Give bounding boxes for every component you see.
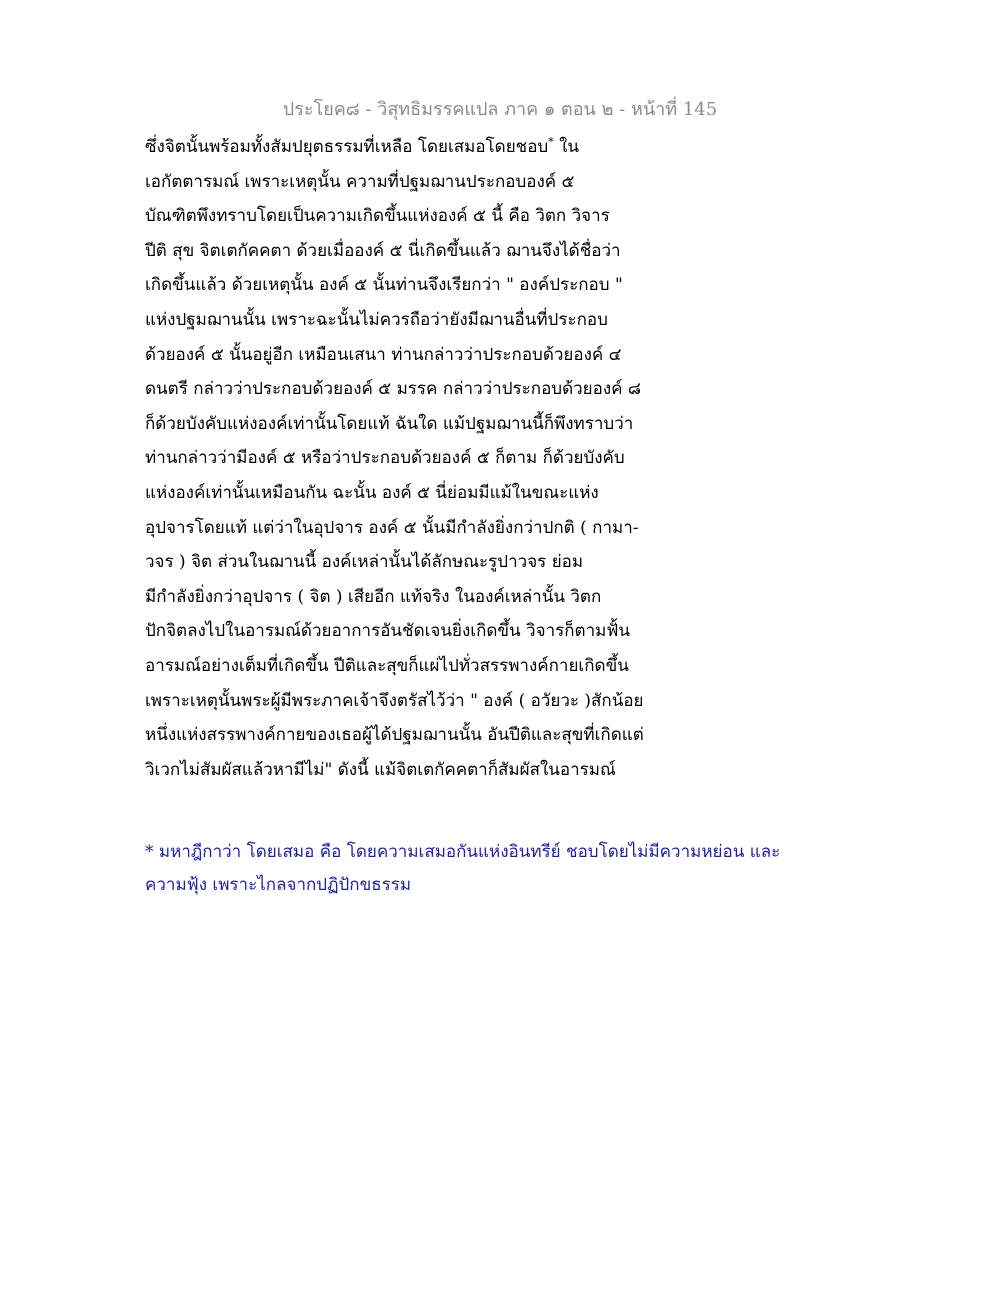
- text-line: เอกัตตารมณ์ เพราะเหตุนั้น ความที่ปฐมฌานประกอบองค์ ๕: [145, 171, 575, 192]
- footnote-line: ความฟุ้ง เพราะไกลจากปฏิปักขธรรม: [145, 875, 412, 895]
- text-line: วิเวกไม่สัมผัสแล้วหามีไม่" ดังนี้ แม้จิตเตกัคคตาก็สัมผัสในอารมณ์: [145, 759, 616, 780]
- text-line: มีกำลังยิ่งกว่าอุปจาร ( จิต ) เสียอีก แท้จริง ในองค์เหล่านั้น วิตก: [145, 586, 602, 607]
- footnote: [145, 836, 825, 902]
- text-line: บัณฑิตพึงทราบโดยเป็นความเกิดขึ้นแห่งองค์ ๕ นี้ คือ วิตก วิจาร: [145, 206, 610, 227]
- text-line-end: ใน: [553, 137, 580, 157]
- page-header: ประโยค๘ - วิสุทธิมรรคแปล ภาค ๑ ตอน ๒ - หน้าที่ 145: [282, 99, 718, 120]
- text-line-start: ซึ่งจิตนั้นพร้อมทั้งสัมปยุตธรรมที่เหลือ โดยเสมอโดยชอบ: [145, 137, 549, 157]
- text-line: ปีติ สุข จิตเตกัคคตา ด้วยเมื่อองค์ ๕ นี่เกิดขึ้นแล้ว ฌานจึงได้ชื่อว่า: [145, 240, 621, 261]
- text-line: ปักจิตลงไปในอารมณ์ด้วยอาการอันชัดเจนยิ่งเกิดขึ้น วิจารก็ตามฟั้น: [145, 621, 630, 642]
- text-line: อารมณ์อย่างเต็มที่เกิดขึ้น ปีติและสุขก็แผ่ไปทั่วสรรพางค์กายเกิดขึ้น: [145, 655, 629, 676]
- footnote-line: * มหาฎีกาว่า โดยเสมอ คือ โดยความเสมอกันแห่งอินทรีย์ ชอบโดยไม่มีความหย่อน และ: [145, 842, 781, 862]
- text-line: แห่งปฐมฌานนั้น เพราะฉะนั้นไม่ควรถือว่ายังมีฌานอื่นที่ประกอบ: [145, 309, 608, 330]
- text-line: วจร ) จิต ส่วนในฌานนี้ องค์เหล่านั้นได้ลักษณะรูปาวจร ย่อม: [145, 552, 584, 573]
- text-line: แห่งองค์เท่านั้นเหมือนกัน ฉะนั้น องค์ ๕ นี่ย่อมมีแม้ในขณะแห่ง: [145, 482, 599, 503]
- text-line: ก็ด้วยบังคับแห่งองค์เท่านั้นโดยแท้ ฉันใด แม้ปฐมฌานนี้ก็พึงทราบว่า: [145, 413, 634, 434]
- text-line: เกิดขึ้นแล้ว ด้วยเหตุนั้น องค์ ๕ นั้นท่านจึงเรียกว่า " องค์ประกอบ ": [145, 275, 623, 296]
- text-line: หนึ่งแห่งสรรพางค์กายของเธอผู้ได้ปฐมฌานนั้น อันปีติและสุขที่เกิดแต่: [145, 725, 644, 746]
- footnote-marker: *: [548, 135, 554, 149]
- body-text: [145, 130, 665, 787]
- text-line: เพราะเหตุนั้นพระผู้มีพระภาคเจ้าจึงตรัสไว้ว่า " องค์ ( อวัยวะ )สักน้อย: [145, 690, 644, 711]
- text-line: อุปจารโดยแท้ แต่ว่าในอุปจาร องค์ ๕ นั้นมีกำลังยิ่งกว่าปกติ ( กามา-: [145, 517, 639, 538]
- text-line: ดนตรี กล่าวว่าประกอบด้วยองค์ ๕ มรรค กล่าวว่าประกอบด้วยองค์ ๘: [145, 379, 642, 400]
- text-line: ด้วยองค์ ๕ นั้นอยู่อีก เหมือนเสนา ท่านกล่าวว่าประกอบด้วยองค์ ๔: [145, 344, 622, 365]
- text-line: [145, 130, 665, 165]
- text-line: ท่านกล่าวว่ามีองค์ ๕ หรือว่าประกอบด้วยองค์ ๕ ก็ตาม ก็ด้วยบังคับ: [145, 448, 625, 469]
